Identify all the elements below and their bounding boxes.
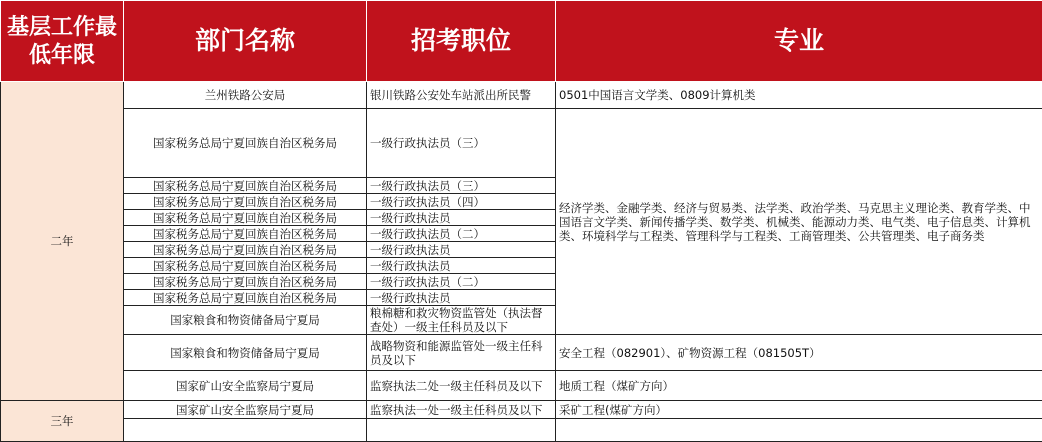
dept-cell: 国家税务总局宁夏回族自治区税务局: [124, 109, 367, 178]
dept-cell: 国家税务总局宁夏回族自治区税务局: [124, 290, 367, 306]
years-cell-two: 二年: [1, 82, 124, 401]
header-dept: 部门名称: [124, 1, 367, 82]
major-cell: [556, 419, 1042, 442]
years-cell-three: 三年: [1, 401, 124, 442]
table-row: [1, 82, 1042, 109]
position-cell: 一级行政执法员（四）: [367, 194, 556, 210]
table-row: [1, 371, 1042, 401]
dept-cell: 国家税务总局宁夏回族自治区税务局: [124, 242, 367, 258]
major-cell: 采矿工程(煤矿方向）: [556, 401, 1042, 419]
table-row: [1, 419, 1042, 442]
dept-cell: 兰州铁路公安局: [124, 82, 367, 109]
header-major: 专业: [556, 1, 1042, 82]
header-row: [1, 1, 1042, 82]
position-cell: 战略物资和能源监管处一级主任科员及以下: [367, 335, 556, 371]
dept-cell: 国家税务总局宁夏回族自治区税务局: [124, 226, 367, 242]
major-cell: 0501中国语言文学类、0809计算机类: [556, 82, 1042, 109]
position-cell: 一级行政执法员（三）: [367, 178, 556, 194]
dept-cell: 国家矿山安全监察局宁夏局: [124, 401, 367, 419]
dept-cell: [124, 419, 367, 442]
dept-cell: 国家粮食和物资储备局宁夏局: [124, 335, 367, 371]
position-cell: 一级行政执法员（三）: [367, 109, 556, 178]
position-cell: 一级行政执法员: [367, 242, 556, 258]
table-row: [1, 109, 1042, 178]
position-cell: 一级行政执法员: [367, 210, 556, 226]
major-cell-tax: 经济学类、金融学类、经济与贸易类、法学类、政治学类、马克思主义理论类、教育学类、中国语言文学类、新闻传播学类、数学类、机械类、能源动力类、电气类、电子信息类、计算机类、环境科学与工程类、管理科学与工程类、工商管理类、公共管理类、电子商务类: [556, 109, 1042, 335]
dept-cell: 国家粮食和物资储备局宁夏局: [124, 306, 367, 335]
dept-cell: 国家税务总局宁夏回族自治区税务局: [124, 194, 367, 210]
position-cell: 监察执法一处一级主任科员及以下: [367, 401, 556, 419]
dept-cell: 国家税务总局宁夏回族自治区税务局: [124, 178, 367, 194]
position-cell: 一级行政执法员（二）: [367, 274, 556, 290]
position-cell: 粮棉糖和救灾物资监管处（执法督查处）一级主任科员及以下: [367, 306, 556, 335]
dept-cell: 国家矿山安全监察局宁夏局: [124, 371, 367, 401]
dept-cell: 国家税务总局宁夏回族自治区税务局: [124, 210, 367, 226]
position-cell: 一级行政执法员: [367, 258, 556, 274]
table-row: [1, 401, 1042, 419]
position-cell: [367, 419, 556, 442]
dept-cell: 国家税务总局宁夏回族自治区税务局: [124, 258, 367, 274]
position-cell: 一级行政执法员: [367, 290, 556, 306]
position-cell: 一级行政执法员（二）: [367, 226, 556, 242]
major-cell: 地质工程（煤矿方向）: [556, 371, 1042, 401]
major-cell: 安全工程（082901）、矿物资源工程（081505T）: [556, 335, 1042, 371]
header-years: 基层工作最低年限: [1, 1, 124, 82]
header-position: 招考职位: [367, 1, 556, 82]
dept-cell: 国家税务总局宁夏回族自治区税务局: [124, 274, 367, 290]
position-cell: 银川铁路公安处车站派出所民警: [367, 82, 556, 109]
table-row: [1, 335, 1042, 371]
position-cell: 监察执法二处一级主任科员及以下: [367, 371, 556, 401]
